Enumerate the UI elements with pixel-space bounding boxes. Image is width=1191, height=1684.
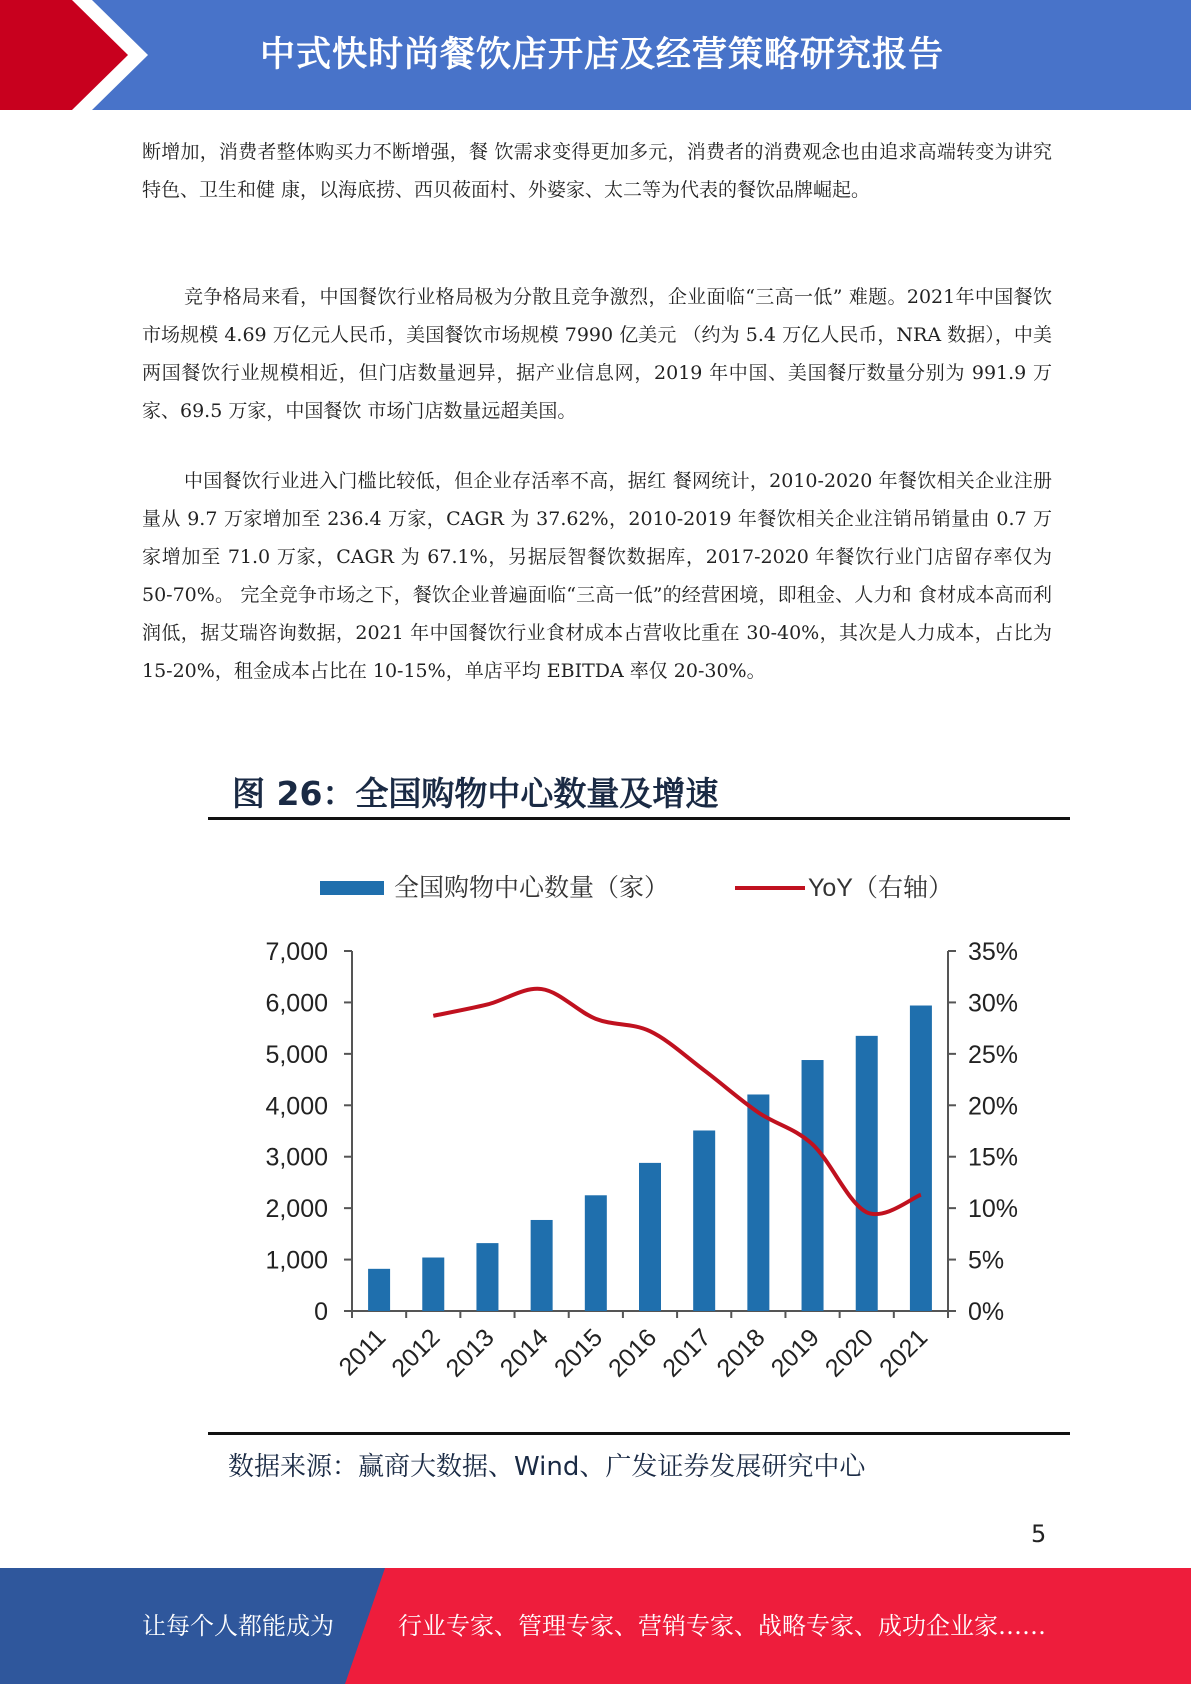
right-y-tick-label: 0% <box>968 1298 1005 1326</box>
bar-2016 <box>639 1163 661 1311</box>
left-y-tick-label: 6,000 <box>265 989 328 1018</box>
x-tick-label-2016: 2016 <box>603 1323 663 1383</box>
left-y-tick-label: 2,000 <box>265 1195 328 1224</box>
left-y-tick-label: 7,000 <box>265 938 328 966</box>
left-y-tick-label: 4,000 <box>265 1092 328 1121</box>
bar-2011 <box>368 1269 390 1311</box>
bar-2019 <box>802 1060 824 1311</box>
x-tick-label-2012: 2012 <box>386 1323 446 1383</box>
bar-2015 <box>585 1195 607 1311</box>
right-y-tick-label: 15% <box>968 1143 1019 1172</box>
x-tick-label-2014: 2014 <box>494 1323 554 1383</box>
legend-bar-swatch <box>320 881 384 895</box>
left-y-tick-label: 1,000 <box>265 1246 328 1275</box>
legend-bar-label: 全国购物中心数量（家） <box>394 874 670 902</box>
bar-2012 <box>422 1258 444 1311</box>
bar-2017 <box>693 1130 715 1311</box>
figure-title: 图 26：全国购物中心数量及增速 <box>232 774 719 813</box>
x-tick-label-2013: 2013 <box>440 1323 500 1383</box>
bar-2013 <box>476 1243 498 1311</box>
left-y-tick-label: 5,000 <box>265 1040 328 1069</box>
yoy-line <box>433 989 921 1214</box>
x-tick-label-2019: 2019 <box>765 1323 825 1383</box>
left-y-tick-label: 0 <box>314 1298 328 1326</box>
legend-line-label: YoY（右轴） <box>808 874 953 902</box>
left-y-tick-label: 3,000 <box>265 1143 328 1172</box>
bar-2020 <box>856 1036 878 1311</box>
x-tick-label-2020: 2020 <box>819 1323 879 1383</box>
right-y-tick-label: 35% <box>968 938 1019 966</box>
page-number: 5 <box>1031 1520 1047 1548</box>
bar-2021 <box>910 1006 932 1311</box>
footer-slogan-right: 行业专家、管理专家、营销专家、战略专家、成功企业家…… <box>398 1612 1046 1640</box>
paragraph-2: 竞争格局来看，中国餐饮行业格局极为分散且竞争激烈，企业面临“三高一低” 难题。2021年中国餐饮市场规模 4.69 万亿元人民币，美国餐饮市场规模 7990 亿美元 （约为 5.4 万亿人民币，NRA 数据），中美两国餐饮行业规模相近，但门店数量迥异，据产业信息网，2019 年中国、美国餐厅数量分别为 991.9 万家、69.5 万家，中国餐饮 市场门店数量远超美国。 <box>142 286 1052 422</box>
x-tick-label-2018: 2018 <box>711 1323 771 1383</box>
right-y-tick-label: 25% <box>968 1040 1019 1069</box>
x-tick-label-2017: 2017 <box>657 1323 717 1383</box>
x-tick-label-2011: 2011 <box>333 1323 392 1382</box>
page-footer <box>0 1568 1191 1684</box>
paragraph-1: 断增加，消费者整体购买力不断增强，餐 饮需求变得更加多元，消费者的消费观念也由追求高端转变为讲究特色、卫生和健 康，以海底捞、西贝莜面村、外婆家、太二等为代表的餐饮品牌崛起。 <box>142 141 1052 201</box>
right-y-tick-label: 10% <box>968 1195 1019 1224</box>
right-y-tick-label: 20% <box>968 1092 1019 1121</box>
paragraph-3: 中国餐饮行业进入门槛比较低，但企业存活率不高，据红 餐网统计，2010-2020 年餐饮相关企业注册量从 9.7 万家增加至 236.4 万家，CAGR 为 37.62%，2010-2019 年餐饮相关企业注销吊销量由 0.7 万家增加至 71.0 万家，CAGR 为 67.1%，另据辰智餐饮数据库，2017-2020 年餐饮行业门店留存率仅为 50-70%。 完全竞争市场之下，餐饮企业普遍面临“三高一低”的经营困境，即租金、人力和 食材成本高而利润低，据艾瑞咨询数据，2021 年中国餐饮行业食材成本占营收比重在 30-40%，其次是人力成本，占比为 15-20%，租金成本占比在 10-15%，单店平均 EBITDA 率仅 20-30%。 <box>142 470 1052 682</box>
right-y-tick-label: 5% <box>968 1246 1005 1275</box>
right-y-tick-label: 30% <box>968 989 1019 1018</box>
x-tick-label-2021: 2021 <box>874 1323 934 1383</box>
figure-bottom-rule <box>208 1432 1070 1435</box>
bar-2018 <box>747 1094 769 1311</box>
bar-2014 <box>531 1220 553 1311</box>
x-tick-label-2015: 2015 <box>548 1323 609 1383</box>
footer-slogan-left: 让每个人都能成为 <box>142 1612 334 1640</box>
report-title: 中式快时尚餐饮店开店及经营策略研究报告 <box>260 35 945 75</box>
figure-source: 数据来源：赢商大数据、Wind、广发证券发展研究中心 <box>228 1452 866 1482</box>
